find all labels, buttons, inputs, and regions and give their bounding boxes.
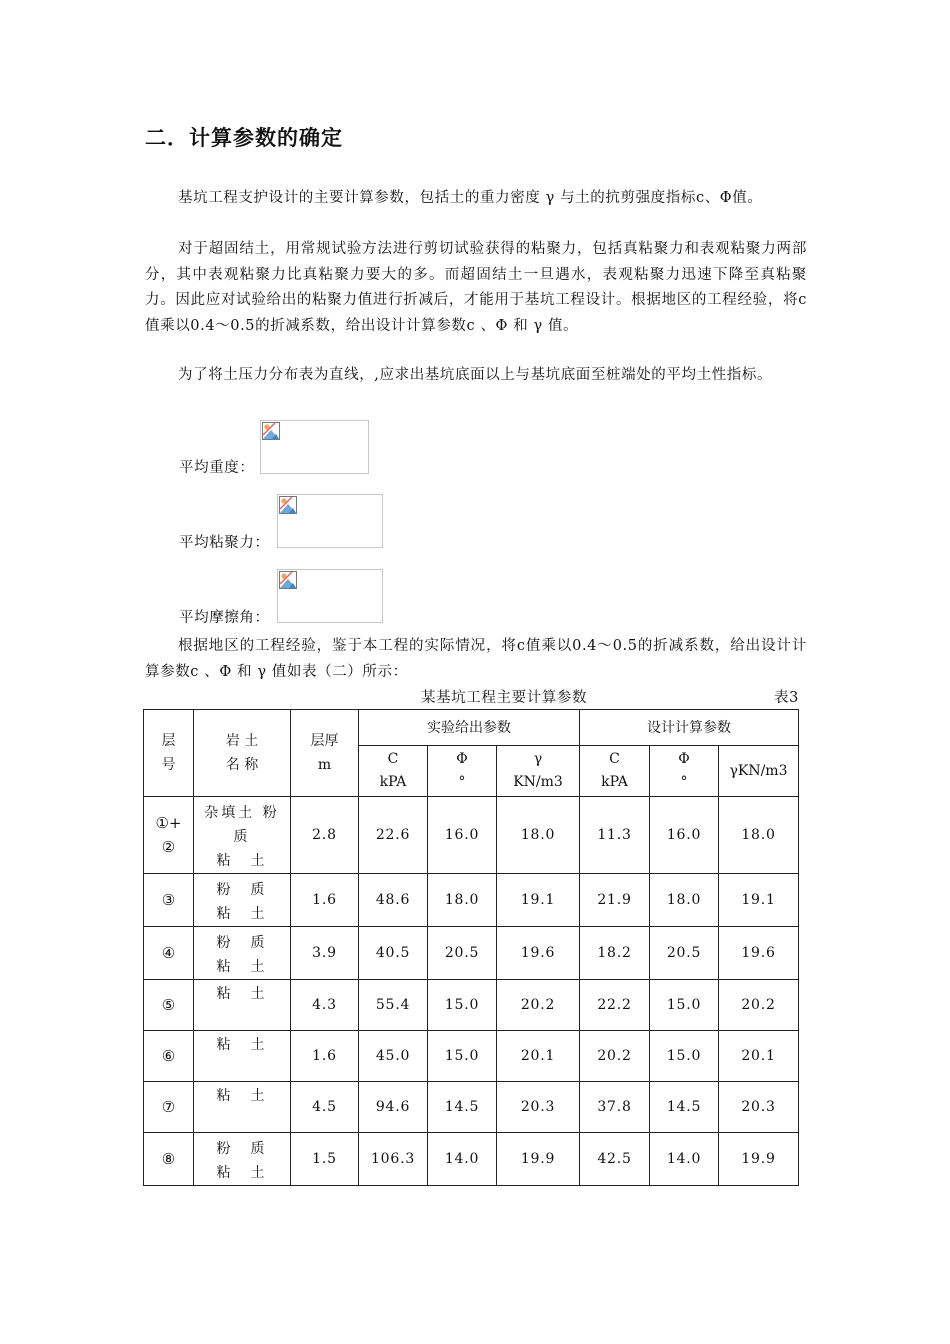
cell-test-c: 45.0 (359, 1031, 428, 1082)
cell-design-phi: 18.0 (650, 874, 719, 927)
paragraph-3: 为了将土压力分布表为直线，,应求出基坑底面以上与基坑底面至桩端处的平均土性指标。 (178, 367, 773, 383)
cell-test-c: 106.3 (359, 1133, 428, 1186)
header-test-params: 实验给出参数 (359, 710, 580, 746)
table-row (144, 980, 799, 1031)
cell-layer-no: ④ (144, 927, 194, 980)
cell-design-gamma: 20.3 (719, 1082, 799, 1133)
cell-soil-name: 粉 质 粘 土 (194, 874, 291, 927)
cell-soil-name: 粘 土 (194, 980, 291, 1031)
cell-test-phi: 16.0 (428, 797, 497, 874)
cell-design-gamma: 20.2 (719, 980, 799, 1031)
cell-test-phi: 14.0 (428, 1133, 497, 1186)
cell-soil-name: 粘 土 (194, 1031, 291, 1082)
cell-test-gamma: 19.9 (497, 1133, 580, 1186)
formula-label-avg-density: 平均重度： (179, 460, 255, 476)
cell-design-gamma: 19.6 (719, 927, 799, 980)
cell-soil-name: 杂填土 粉 质 粘 土 (194, 797, 291, 874)
cell-test-gamma: 20.1 (497, 1031, 580, 1082)
cell-test-c: 40.5 (359, 927, 428, 980)
table-caption: 某基坑工程主要计算参数 (421, 690, 588, 706)
cell-design-phi: 14.0 (650, 1133, 719, 1186)
table-row (144, 927, 799, 980)
cell-layer-no: ⑧ (144, 1133, 194, 1186)
cell-layer-no: ①+ ② (144, 797, 194, 874)
cell-test-gamma: 20.2 (497, 980, 580, 1031)
cell-design-c: 21.9 (580, 874, 650, 927)
table-row (144, 1133, 799, 1186)
cell-design-c: 37.8 (580, 1082, 650, 1133)
cell-design-gamma: 18.0 (719, 797, 799, 874)
header-design-params: 设计计算参数 (580, 710, 799, 746)
cell-design-phi: 14.5 (650, 1082, 719, 1133)
cell-test-gamma: 20.3 (497, 1082, 580, 1133)
cell-design-c: 20.2 (580, 1031, 650, 1082)
parameters-table (143, 709, 799, 1186)
paragraph-2: 对于超固结土，用常规试验方法进行剪切试验获得的粘聚力，包括真粘聚力和表观粘聚力两部分，其中表观粘聚力比真粘聚力要大的多。而超固结土一旦遇水，表观粘聚力迅速下降至真粘聚力。因此应对试验给出的粘聚力值进行折减后，才能用于基坑工程设计。根据地区的工程经验，将c值乘以0.4～0.5的折减系数，给出设计计算参数c 、Φ 和 γ 值。 (145, 241, 807, 334)
cell-layer-no: ⑥ (144, 1031, 194, 1082)
cell-design-gamma: 19.1 (719, 874, 799, 927)
paragraph-4: 根据地区的工程经验，鉴于本工程的实际情况，将c值乘以0.4～0.5的折减系数，给出设计计算参数c 、Φ 和 γ 值如表（二）所示： (145, 638, 807, 680)
cell-test-c: 94.6 (359, 1082, 428, 1133)
cell-thickness: 1.6 (291, 874, 359, 927)
cell-soil-name: 粘 土 (194, 1082, 291, 1133)
cell-test-phi: 18.0 (428, 874, 497, 927)
section-title: 二．计算参数的确定 (145, 126, 343, 150)
table-row (144, 874, 799, 927)
formula-label-avg-cohesion: 平均粘聚力： (179, 535, 270, 551)
formula-image-avg-density (260, 420, 369, 474)
formula-image-avg-friction-angle (277, 569, 383, 623)
table-row (144, 1082, 799, 1133)
cell-test-c: 55.4 (359, 980, 428, 1031)
cell-design-phi: 15.0 (650, 980, 719, 1031)
cell-test-gamma: 19.6 (497, 927, 580, 980)
cell-design-phi: 15.0 (650, 1031, 719, 1082)
cell-layer-no: ③ (144, 874, 194, 927)
cell-test-phi: 20.5 (428, 927, 497, 980)
header-design-gamma: γKN/m3 (719, 746, 799, 797)
cell-test-phi: 15.0 (428, 980, 497, 1031)
header-design-phi: Φ ° (650, 746, 719, 797)
cell-thickness: 1.5 (291, 1133, 359, 1186)
cell-thickness: 2.8 (291, 797, 359, 874)
cell-test-c: 48.6 (359, 874, 428, 927)
formula-label-avg-friction-angle: 平均摩擦角： (179, 610, 270, 626)
table-body (144, 797, 799, 1186)
cell-test-gamma: 18.0 (497, 797, 580, 874)
header-design-c: C kPA (580, 746, 650, 797)
cell-design-gamma: 19.9 (719, 1133, 799, 1186)
header-test-phi: Φ ° (428, 746, 497, 797)
header-layer-no: 层 号 (144, 710, 194, 797)
cell-test-phi: 14.5 (428, 1082, 497, 1133)
cell-layer-no: ⑤ (144, 980, 194, 1031)
paragraph-1: 基坑工程支护设计的主要计算参数，包括土的重力密度 γ 与土的抗剪强度指标c、Φ值。 (178, 190, 763, 206)
cell-thickness: 4.5 (291, 1082, 359, 1133)
cell-test-c: 22.6 (359, 797, 428, 874)
header-thickness: 层厚 m (291, 710, 359, 797)
formula-image-avg-cohesion (277, 494, 383, 548)
cell-thickness: 3.9 (291, 927, 359, 980)
table-row (144, 1031, 799, 1082)
table-header-row (144, 710, 799, 746)
broken-image-icon (279, 496, 297, 514)
cell-design-c: 22.2 (580, 980, 650, 1031)
cell-design-c: 18.2 (580, 927, 650, 980)
cell-design-phi: 20.5 (650, 927, 719, 980)
cell-thickness: 1.6 (291, 1031, 359, 1082)
table-number: 表3 (774, 690, 799, 706)
header-test-gamma: γ KN/m3 (497, 746, 580, 797)
cell-thickness: 4.3 (291, 980, 359, 1031)
broken-image-icon (279, 571, 297, 589)
cell-design-c: 11.3 (580, 797, 650, 874)
cell-test-gamma: 19.1 (497, 874, 580, 927)
cell-design-phi: 16.0 (650, 797, 719, 874)
broken-image-icon (262, 422, 280, 440)
table-row (144, 797, 799, 874)
cell-soil-name: 粉 质 粘 土 (194, 1133, 291, 1186)
header-soil-name: 岩 土 名 称 (194, 710, 291, 797)
cell-layer-no: ⑦ (144, 1082, 194, 1133)
cell-test-phi: 15.0 (428, 1031, 497, 1082)
header-test-c: C kPA (359, 746, 428, 797)
cell-soil-name: 粉 质 粘 土 (194, 927, 291, 980)
cell-design-gamma: 20.1 (719, 1031, 799, 1082)
cell-design-c: 42.5 (580, 1133, 650, 1186)
